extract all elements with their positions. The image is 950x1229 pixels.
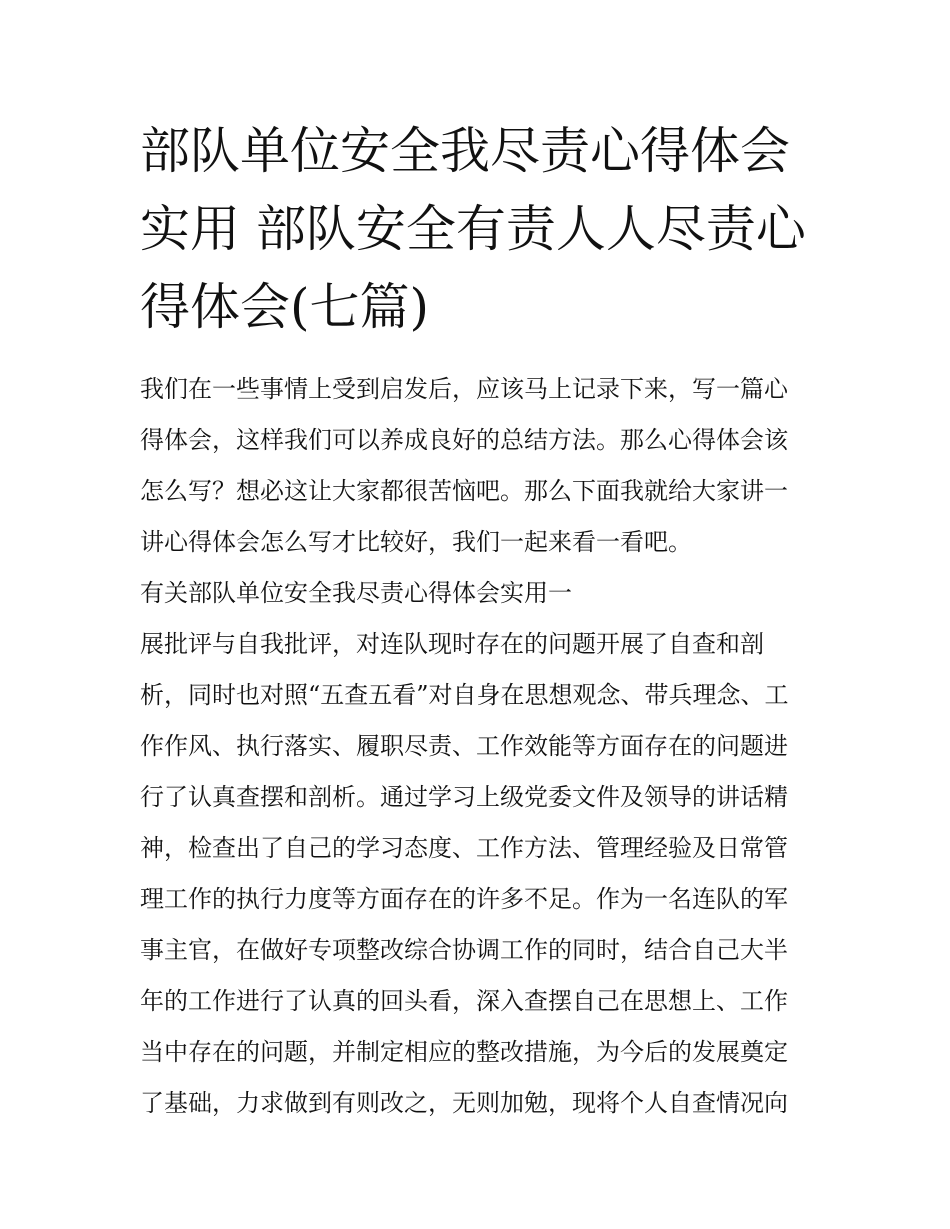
title-line-1: 部队单位安全我尽责心得体会 (140, 122, 790, 180)
body-line: 了基础，力求做到有则改之，无则加勉，现将个人自查情况向 (140, 1089, 788, 1117)
body-line: 理工作的执行力度等方面存在的许多不足。作为一名连队的军 (140, 885, 788, 913)
body-line: 神，检查出了自己的学习态度、工作方法、管理经验及日常管 (140, 834, 788, 862)
body-line: 当中存在的问题，并制定相应的整改措施，为今后的发展奠定 (140, 1038, 788, 1066)
body-line: 事主官，在做好专项整改综合协调工作的同时，结合自己大半 (140, 936, 788, 964)
title-line-3: 得体会(七篇) (140, 278, 430, 336)
body-line: 怎么写？想必这让大家都很苦恼吧。那么下面我就给大家讲一 (140, 477, 788, 505)
document-title (140, 112, 820, 346)
body-line: 作作风、执行落实、履职尽责、工作效能等方面存在的问题进 (140, 732, 788, 760)
body-line: 展批评与自我批评，对连队现时存在的问题开展了自查和剖 (140, 630, 764, 658)
document-body (140, 364, 820, 1129)
body-line: 析，同时也对照“五查五看”对自身在思想观念、带兵理念、工 (140, 681, 789, 709)
body-line: 我们在一些事情上受到启发后，应该马上记录下来，写一篇心 (140, 375, 788, 403)
document-page (140, 112, 820, 1129)
body-line: 年的工作进行了认真的回头看，深入查摆自己在思想上、工作 (140, 987, 788, 1015)
title-line-2: 实用 部队安全有责人人尽责心 (140, 200, 806, 258)
body-line: 行了认真查摆和剖析。通过学习上级党委文件及领导的讲话精 (140, 783, 788, 811)
body-line: 得体会，这样我们可以养成良好的总结方法。那么心得体会该 (140, 426, 788, 454)
section-heading: 有关部队单位安全我尽责心得体会实用一 (140, 579, 572, 607)
body-line: 讲心得体会怎么写才比较好，我们一起来看一看吧。 (140, 528, 692, 556)
